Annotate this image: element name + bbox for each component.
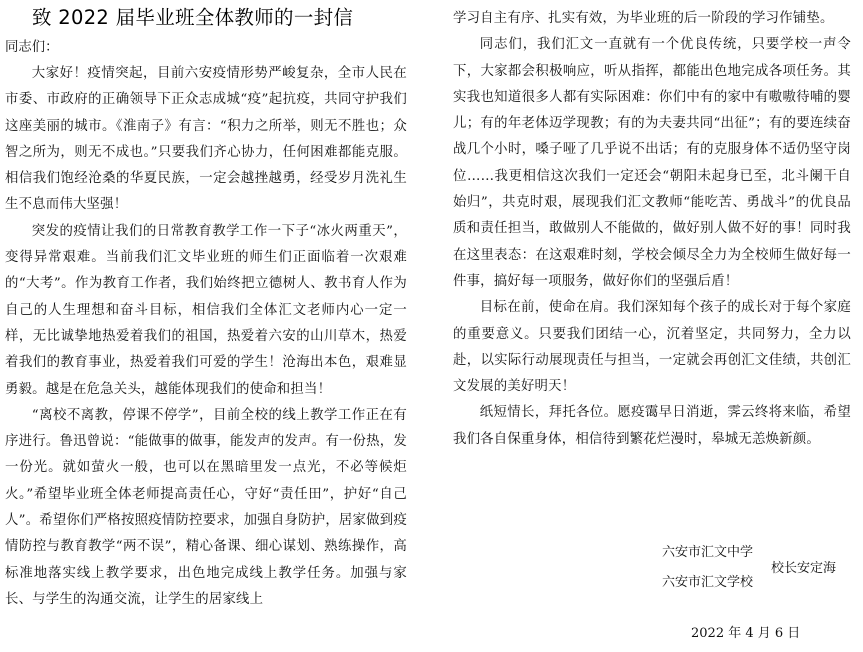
- body-paragraph-6: 纸短情长，拜托各位。愿疫霭早日消逝，霁云终将来临，希望我们各自保重身体，相信待到繁花烂漫时，皋城无恙焕新颜。: [453, 405, 851, 447]
- body-paragraph-3: “离校不离教，停课不停学”，目前全校的线上教学工作正在有序进行。鲁迅曾说：“能做事的做事，能发声的发声。有一份热，发一份光。就如萤火一般，也可以在黑暗里发一点光，不必等候炬火。”希望毕业班全体老师提高责任心，守好“责任田”，护好“自己人”。希望你们严格按照疫情防控要求，加强自身防护，居家做到疫情防控与教育教学“两不误”，精心备课、细心谋划、熟练操作，高标准地落实线上教学要求，出色地完成线上教学任务。加强与家长、与学生的沟通交流，让学生的居家线上: [5, 407, 407, 607]
- right-column: [453, 0, 851, 453]
- body-paragraph-4: 同志们，我们汇文一直就有一个优良传统，只要学校一声令下，大家都会积极响应，听从指挥，都能出色地完成各项任务。其实我也知道很多人都有实际困难：你们中有的家中有嗷嗷待哺的婴儿；有的年老体迈学现教；有的为夫妻共同“出征”；有的要连续奋战几个小时，嗓子哑了几乎说不出话；有的克服身体不适仍坚守岗位……我更相信这次我们一定还会“朝阳未起身已至，北斗阑干自始归”，共克时艰，展现我们汇文教师“能吃苦、勇战斗”的优良品质和责任担当，敢做别人不能做的，做好别人做不好的事！同时我在这里表态：在这艰难时刻，学校会倾尽全力为全校师生做好每一件事，搞好每一项服务，做好你们的坚强后盾！: [453, 37, 851, 289]
- signature-principal: 校长安定海: [771, 561, 837, 576]
- signature-school: 六安市汇文学校: [662, 575, 754, 590]
- letter-title: 致 2022 届毕业班全体教师的一封信: [32, 6, 354, 29]
- signature-school-middle: 六安市汇文中学: [662, 545, 754, 560]
- signature-block: [662, 541, 852, 601]
- body-paragraph-5: 目标在前，使命在肩。我们深知每个孩子的成长对于每个家庭的重要意义。只要我们团结一心，沉着坚定，共同努力，全力以赴，以实际行动展现责任与担当，一定就会再创汇文佳绩，共创汇文发展的美好明天！: [453, 300, 851, 395]
- body-paragraph-3-continued: 学习自主有序、扎实有效，为毕业班的后一阶段的学习作铺垫。: [453, 11, 834, 26]
- body-paragraph-1: 大家好！疫情突起，目前六安疫情形势严峻复杂，全市人民在市委、市政府的正确领导下正众志成城“疫”起抗疫，共同守护我们这座美丽的城市。《淮南子》有言：“积力之所举，则无不胜也；众智之所为，则无不成也。”只要我们齐心协力，任何困难都能克服。相信我们饱经沧桑的华夏民族，一定会越挫越勇，经受岁月洗礼生生不息而伟大坚强！: [5, 66, 407, 213]
- letter-greeting: 同志们：: [5, 40, 59, 55]
- signature-date: 2022 年 4 月 6 日: [691, 626, 801, 641]
- body-paragraph-2: 突发的疫情让我们的日常教育教学工作一下子“冰火两重天”，变得异常艰难。当前我们汇文毕业班的师生们正面临着一次艰难的“大考”。作为教育工作者，我们始终把立德树人、教书育人作为自己的人生理想和奋斗目标，相信我们全体汇文老师内心一定一样，无比诚挚地热爱着我们的祖国，热爱着六安的山川草木，热爱着我们的教育事业，热爱着我们可爱的学生！沧海出本色，艰难显勇毅。越是在危急关头，越能体现我们的使命和担当！: [5, 223, 407, 397]
- left-column: [5, 0, 407, 613]
